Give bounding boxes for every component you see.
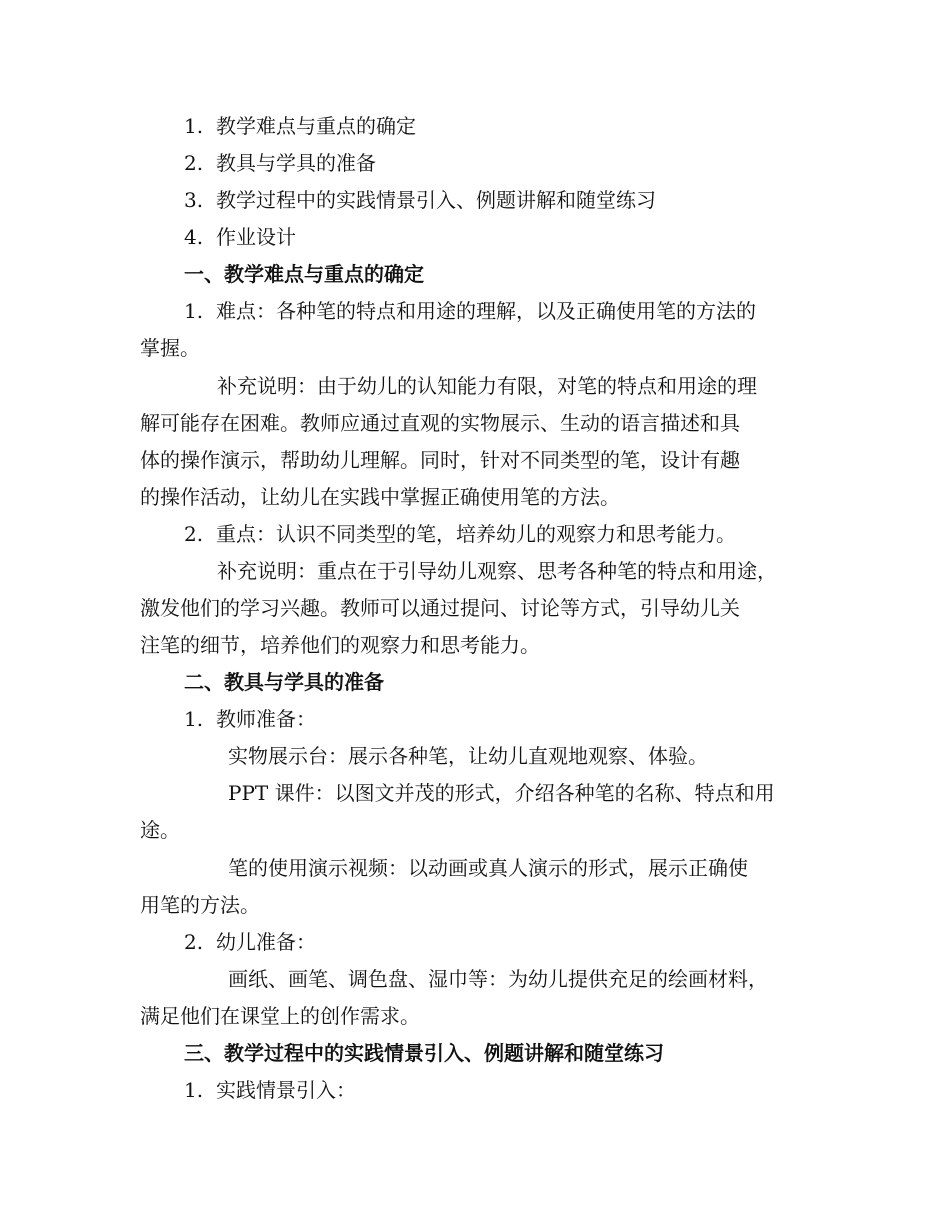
toc-item-4: [184, 225, 296, 249]
list-text: 重点：认识不同类型的笔，培养幼儿的观察力和思考能力。: [216, 522, 736, 546]
scenario-intro-item: [184, 1078, 356, 1102]
list-text: 教师准备：: [216, 707, 316, 731]
teacher-prep-item: [184, 707, 316, 731]
teacher-item-line: 笔的使用演示视频：以动画或真人演示的形式，展示正确使: [228, 856, 748, 880]
list-number: 1.: [184, 299, 204, 323]
note-line: 的操作活动，让幼儿在实践中掌握正确使用笔的方法。: [140, 485, 620, 509]
note-line: 补充说明：由于幼儿的认知能力有限，对笔的特点和用途的理: [217, 374, 757, 398]
toc-item-text: 教具与学具的准备: [216, 151, 376, 175]
toc-item-3: [184, 188, 656, 212]
list-number: 1.: [184, 707, 204, 731]
teacher-item-line: PPT 课件：以图文并茂的形式，介绍各种笔的名称、特点和用: [228, 781, 775, 805]
list-number: 2.: [184, 930, 204, 954]
toc-item-number: 1.: [184, 114, 204, 138]
key-point-item: [184, 522, 736, 546]
toc-item-text: 作业设计: [216, 225, 296, 249]
toc-item-1: [184, 114, 416, 138]
note-line: 体的操作演示，帮助幼儿理解。同时，针对不同类型的笔，设计有趣: [140, 448, 740, 472]
note-line: 解可能存在困难。教师应通过直观的实物展示、生动的语言描述和具: [140, 411, 740, 435]
list-text: 实践情景引入：: [216, 1078, 356, 1102]
child-prep-item: [184, 930, 316, 954]
teacher-item-line: 用笔的方法。: [140, 893, 260, 917]
toc-item-2: [184, 151, 376, 175]
list-number: 1.: [184, 1078, 204, 1102]
child-item-line: 画纸、画笔、调色盘、湿巾等：为幼儿提供充足的绘画材料，: [228, 967, 768, 991]
section-heading-2: 二、教具与学具的准备: [184, 670, 384, 694]
note-line: 注笔的细节，培养他们的观察力和思考能力。: [140, 633, 540, 657]
child-item-line: 满足他们在课堂上的创作需求。: [140, 1004, 420, 1028]
toc-item-number: 3.: [184, 188, 204, 212]
teacher-item-line: 实物展示台：展示各种笔，让幼儿直观地观察、体验。: [228, 744, 708, 768]
note-line: 激发他们的学习兴趣。教师可以通过提问、讨论等方式，引导幼儿关: [140, 596, 740, 620]
toc-item-text: 教学过程中的实践情景引入、例题讲解和随堂练习: [216, 188, 656, 212]
teacher-item-line: 途。: [140, 818, 180, 842]
note-line: 补充说明：重点在于引导幼儿观察、思考各种笔的特点和用途，: [217, 559, 777, 583]
list-number: 2.: [184, 522, 204, 546]
toc-item-number: 4.: [184, 225, 204, 249]
section-heading-3: 三、教学过程中的实践情景引入、例题讲解和随堂练习: [184, 1041, 664, 1065]
list-text: 幼儿准备：: [216, 930, 316, 954]
toc-item-number: 2.: [184, 151, 204, 175]
difficulty-item: [184, 299, 756, 323]
paragraph-line: 掌握。: [140, 336, 200, 360]
section-heading-1: 一、教学难点与重点的确定: [184, 262, 424, 286]
list-text: 难点：各种笔的特点和用途的理解，以及正确使用笔的方法的: [216, 299, 756, 323]
toc-item-text: 教学难点与重点的确定: [216, 114, 416, 138]
